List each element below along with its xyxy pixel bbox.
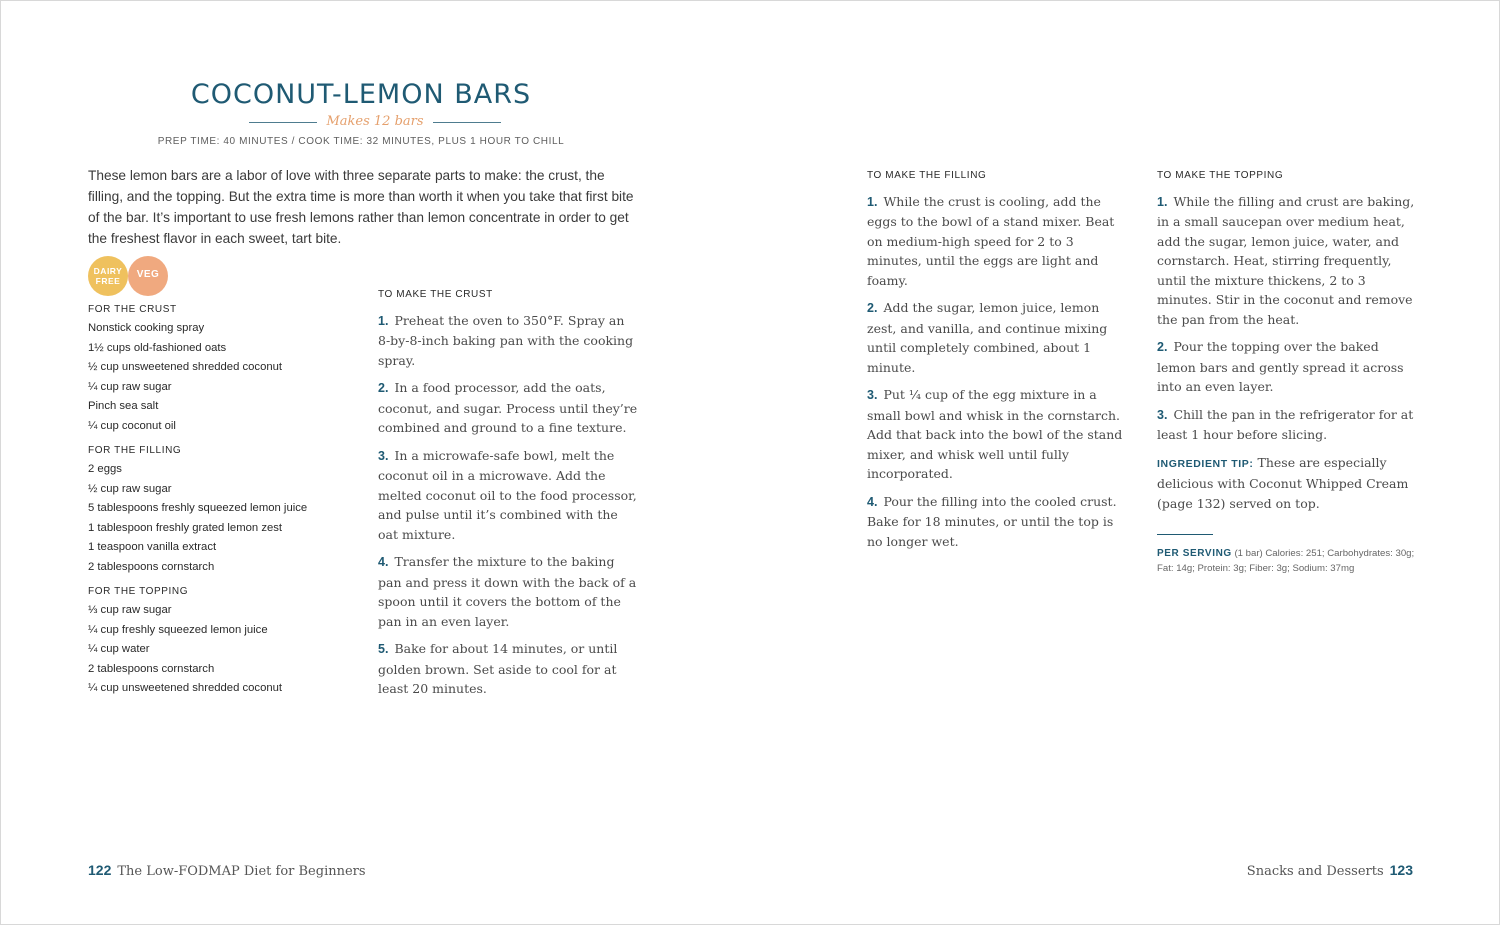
step-number: 1. bbox=[867, 194, 878, 209]
topping-steps bbox=[1157, 166, 1417, 576]
step-text: Put ¼ cup of the egg mixture in a small bowl and whisk in the cornstarch. Add that back into the bowl of the stand mixer, and whisk well until fully incorporated. bbox=[867, 387, 1123, 481]
step bbox=[378, 311, 640, 371]
ingredient-heading: FOR THE FILLING bbox=[88, 445, 182, 456]
recipe-intro: These lemon bars are a labor of love with three separate parts to make: the crust, the filling, and the topping. But the extra time is more than worth it when you take that first bite of the bar. It’s important to use fresh lemons rather than lemon concentrate in order to get the freshest flavor in each sweet, tart bite. bbox=[88, 168, 634, 246]
ingredient-item: ¼ cup freshly squeezed lemon juice bbox=[88, 623, 268, 636]
ingredient-item: ⅓ cup raw sugar bbox=[88, 604, 172, 616]
step-heading: TO MAKE THE FILLING bbox=[867, 170, 987, 181]
ingredient-item: 2 tablespoons cornstarch bbox=[88, 662, 215, 675]
ingredient-item: 1 teaspoon vanilla extract bbox=[88, 541, 217, 553]
ingredient-tip bbox=[1157, 453, 1417, 514]
ingredient-item: 2 eggs bbox=[88, 463, 122, 475]
footer-right bbox=[1247, 862, 1413, 879]
yield-row bbox=[249, 114, 501, 130]
nutrition-label: PER SERVING bbox=[1157, 548, 1232, 559]
page-number-left: 122 bbox=[88, 862, 112, 878]
step-text: Bake for about 14 minutes, or until golden brown. Set aside to cool for at least 20 minutes. bbox=[378, 641, 618, 696]
step-number: 4. bbox=[378, 555, 389, 569]
step-heading: TO MAKE THE TOPPING bbox=[1157, 170, 1284, 181]
step-text: In a microwafe-safe bowl, melt the coconut oil in a microwave. Add the melted coconut oil to the food processor, and pulse until it’s combined with the oat mixture. bbox=[378, 447, 637, 542]
step-number: 4. bbox=[867, 494, 878, 509]
step-number: 1. bbox=[1157, 194, 1168, 209]
step bbox=[378, 378, 640, 438]
step-number: 5. bbox=[378, 642, 389, 656]
ingredient-group-crust bbox=[88, 304, 338, 436]
ingredient-item: Nonstick cooking spray bbox=[88, 322, 205, 334]
dairy-free-badge bbox=[88, 256, 128, 296]
step-number: 2. bbox=[378, 381, 389, 395]
step-text: While the crust is cooling, add the eggs to the bowl of a stand mixer. Beat on medium-high speed for 2 to 3 minutes, until the eggs are light and foamy. bbox=[867, 193, 1115, 288]
tip-text: These are especially delicious with Coconut Whipped Cream (page 132) served on top. bbox=[1157, 454, 1409, 511]
left-page bbox=[1, 1, 751, 925]
step-text: Preheat the oven to 350°F. Spray an 8-by-8-inch baking pan with the cooking spray. bbox=[378, 312, 634, 368]
step-text: Transfer the mixture to the baking pan and press it down with the back of a spoon until it covers the bottom of the pan in an even layer. bbox=[378, 554, 637, 629]
step bbox=[1157, 337, 1417, 397]
filling-steps bbox=[867, 166, 1127, 559]
ingredients-list bbox=[88, 304, 338, 708]
book-title: The Low-FODMAP Diet for Beginners bbox=[117, 864, 366, 879]
step-text: In a food processor, add the oats, coconut, and sugar. Process until they’re combined and ground to a fine texture. bbox=[378, 380, 638, 435]
dairy-badge-line2: FREE bbox=[95, 276, 121, 286]
dairy-badge-line1: DAIRY bbox=[93, 266, 123, 276]
ingredient-group-filling bbox=[88, 445, 338, 577]
step-heading: TO MAKE THE CRUST bbox=[378, 289, 493, 300]
ingredient-item: ¼ cup coconut oil bbox=[88, 419, 176, 432]
nutrition-info bbox=[1157, 546, 1417, 576]
ingredient-item: ¼ cup raw sugar bbox=[88, 380, 172, 393]
step-number: 3. bbox=[867, 388, 878, 402]
step-text: While the filling and crust are baking, in a small saucepan over medium heat, add the sugar, lemon juice, water, and cornstarch. Heat, stirring frequently, until the mixture thickens, 2 to 3 minutes. Stir in the coconut and remove the pan from the heat. bbox=[1157, 193, 1415, 327]
step bbox=[378, 552, 640, 631]
ingredient-item: ¼ cup unsweetened shredded coconut bbox=[88, 682, 283, 694]
step-number: 2. bbox=[867, 301, 878, 315]
recipe-title: COCONUT-LEMON BARS bbox=[190, 79, 532, 110]
step bbox=[867, 298, 1127, 377]
veg-badge: VEG bbox=[128, 256, 168, 296]
ingredient-item: ¼ cup water bbox=[88, 643, 150, 655]
step-text: Add the sugar, lemon juice, lemon zest, and vanilla, and continue mixing until completely combined, about 1 minute. bbox=[867, 300, 1108, 375]
right-page bbox=[751, 1, 1500, 925]
step-number: 1. bbox=[378, 313, 389, 328]
ingredient-item: ½ cup unsweetened shredded coconut bbox=[88, 361, 283, 373]
step-number: 3. bbox=[378, 448, 389, 463]
footer-left bbox=[88, 862, 366, 879]
ingredient-heading: FOR THE CRUST bbox=[88, 304, 177, 315]
recipe-yield: Makes 12 bars bbox=[326, 114, 424, 129]
tip-label: INGREDIENT TIP: bbox=[1157, 457, 1254, 470]
step-number: 3. bbox=[1157, 407, 1168, 422]
crust-steps bbox=[378, 285, 640, 707]
nutrition-text: (1 bar) Calories: 251; Carbohydrates: 30g; Fat: 14g; Protein: 3g; Fiber: 3g; Sodium: 37mg bbox=[1157, 548, 1415, 574]
step-text: Pour the topping over the baked lemon bars and gently spread it across into an even layer. bbox=[1157, 339, 1404, 394]
step bbox=[378, 446, 640, 545]
recipe-times: PREP TIME: 40 MINUTES / COOK TIME: 32 MINUTES, PLUS 1 HOUR TO CHILL bbox=[157, 136, 565, 147]
step bbox=[867, 385, 1127, 484]
page-number-right: 123 bbox=[1389, 862, 1413, 878]
step bbox=[867, 192, 1127, 291]
step-text: Pour the filling into the cooled crust. Bake for 18 minutes, or until the top is no longer wet. bbox=[867, 493, 1117, 549]
step bbox=[378, 639, 640, 699]
ingredient-item: Pinch sea salt bbox=[88, 400, 159, 412]
ingredient-item: 5 tablespoons freshly squeezed lemon juice bbox=[88, 502, 308, 514]
section-title: Snacks and Desserts bbox=[1246, 864, 1384, 879]
yield-rule-right bbox=[433, 122, 501, 123]
step-number: 2. bbox=[1157, 340, 1168, 354]
ingredient-item: ½ cup raw sugar bbox=[88, 482, 172, 495]
step bbox=[867, 492, 1127, 552]
step bbox=[1157, 405, 1417, 445]
ingredient-item: 2 tablespoons cornstarch bbox=[88, 560, 215, 573]
yield-rule-left bbox=[249, 122, 317, 123]
step-text: Chill the pan in the refrigerator for at least 1 hour before slicing. bbox=[1157, 406, 1414, 442]
ingredient-group-topping bbox=[88, 586, 338, 699]
ingredient-item: 1½ cups old-fashioned oats bbox=[88, 341, 227, 354]
step bbox=[1157, 192, 1417, 330]
ingredient-item: 1 tablespoon freshly grated lemon zest bbox=[88, 521, 283, 534]
ingredient-heading: FOR THE TOPPING bbox=[88, 586, 189, 597]
nutrition-divider bbox=[1157, 534, 1213, 535]
